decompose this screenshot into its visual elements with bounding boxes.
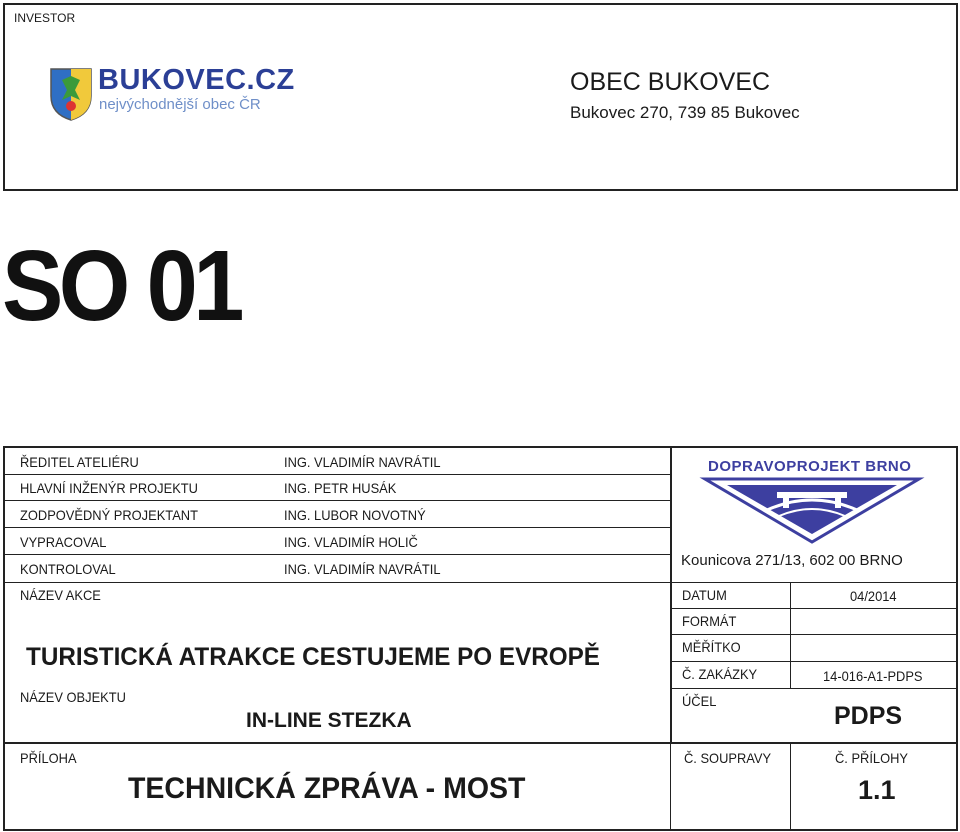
format-label: FORMÁT — [682, 613, 737, 629]
order-value: 14-016-A1-PDPS — [823, 668, 923, 684]
name-responsible-designer: ING. LUBOR NOVOTNÝ — [284, 507, 426, 523]
name-chief-engineer: ING. PETR HUSÁK — [284, 480, 397, 496]
attachment-no-value: 1.1 — [858, 775, 896, 805]
name-director: ING. VLADIMÍR NAVRÁTIL — [284, 454, 441, 470]
investor-address: Bukovec 270, 739 85 Bukovec — [570, 103, 800, 122]
role-checked-by: KONTROLOVAL — [20, 561, 116, 577]
company-name: DOPRAVOPROJEKT BRNO — [708, 458, 912, 475]
dopravoprojekt-logo-icon — [697, 476, 927, 546]
attachment-value: TECHNICKÁ ZPRÁVA - MOST — [128, 772, 526, 805]
bukovec-logo — [48, 66, 308, 122]
object-label: NÁZEV OBJEKTU — [20, 689, 126, 705]
coat-of-arms-icon — [48, 66, 94, 122]
so-number: SO 01 — [2, 230, 240, 342]
role-director: ŘEDITEL ATELIÉRU — [20, 454, 139, 470]
date-value: 04/2014 — [850, 588, 897, 604]
company-address: Kounicova 271/13, 602 00 BRNO — [681, 552, 903, 569]
role-chief-engineer: HLAVNÍ INŽENÝR PROJEKTU — [20, 480, 198, 496]
object-value: IN-LINE STEZKA — [246, 709, 412, 732]
investor-label: INVESTOR — [14, 11, 76, 25]
attachment-no-label: Č. PŘÍLOHY — [835, 750, 909, 766]
order-label: Č. ZAKÁZKY — [682, 666, 758, 682]
attachment-label: PŘÍLOHA — [20, 750, 77, 766]
action-label: NÁZEV AKCE — [20, 587, 101, 603]
scale-label: MĚŘÍTKO — [682, 639, 741, 655]
name-prepared-by: ING. VLADIMÍR HOLIČ — [284, 534, 418, 550]
set-label: Č. SOUPRAVY — [684, 750, 772, 766]
date-label: DATUM — [682, 587, 727, 603]
logo-subtitle: nejvýchodnější obec ČR — [99, 96, 261, 113]
name-checked-by: ING. VLADIMÍR NAVRÁTIL — [284, 561, 441, 577]
purpose-value: PDPS — [834, 702, 903, 730]
role-responsible-designer: ZODPOVĚDNÝ PROJEKTANT — [20, 507, 198, 523]
role-prepared-by: VYPRACOVAL — [20, 534, 107, 550]
logo-title: BUKOVEC.CZ — [98, 64, 295, 96]
action-value: TURISTICKÁ ATRAKCE CESTUJEME PO EVROPĚ — [26, 643, 600, 671]
purpose-label: ÚČEL — [682, 693, 717, 709]
investor-name: OBEC BUKOVEC — [570, 68, 771, 96]
